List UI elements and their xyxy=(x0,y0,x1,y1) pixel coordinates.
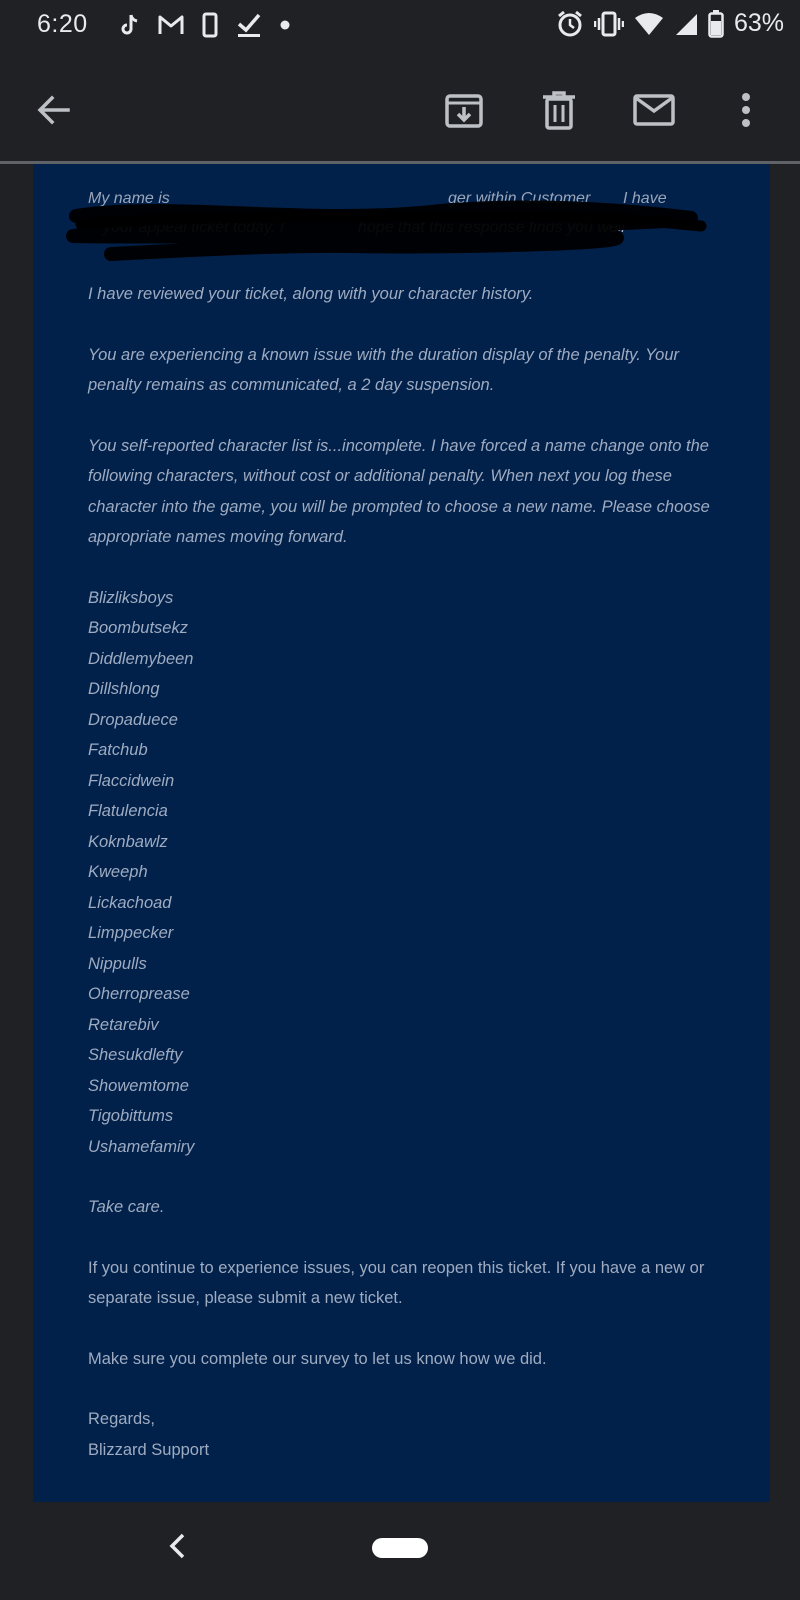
archive-button[interactable] xyxy=(436,82,492,138)
wifi-icon xyxy=(634,12,664,36)
list-item: Oherroprease xyxy=(88,985,190,1003)
vibrate-icon xyxy=(594,11,624,37)
battery-icon xyxy=(708,10,724,38)
list-item: Flaccidwein xyxy=(88,771,175,790)
more-options-button[interactable] xyxy=(726,82,766,138)
redacted-text-2a: your appeal ticket today. I xyxy=(103,219,285,236)
paragraph-issue: You are experiencing a known issue with the duration display of the penalty. Your penalty remains as communicated, a 2 day suspension. xyxy=(88,345,680,394)
phone-icon xyxy=(202,12,218,38)
list-item: Retarebiv xyxy=(88,1015,159,1034)
back-button[interactable] xyxy=(26,82,82,138)
alarm-icon xyxy=(556,10,584,38)
paragraph-reviewed: I have reviewed your ticket, along with your character history. xyxy=(88,285,534,303)
redaction-scribble xyxy=(51,196,711,266)
nav-back-icon xyxy=(168,1532,186,1560)
list-item: Shesukdlefty xyxy=(88,1046,183,1064)
status-time: 6:20 xyxy=(37,10,88,38)
redacted-text-1b: ger within Customer xyxy=(448,190,591,207)
list-item: Nippulls xyxy=(88,954,147,973)
list-item: Kweeph xyxy=(88,863,148,881)
list-item: Limppecker xyxy=(88,924,174,942)
list-item: Tigobittums xyxy=(88,1107,174,1125)
email-content xyxy=(88,279,728,1465)
mark-unread-icon xyxy=(633,94,675,126)
character-name-list xyxy=(88,583,728,1163)
mark-unread-button[interactable] xyxy=(626,82,682,138)
status-bar xyxy=(0,0,800,52)
list-item: Lickachoad xyxy=(88,893,172,912)
paragraph-survey: Make sure you complete our survey to let us know how we did. xyxy=(88,1349,547,1368)
list-item: Dillshlong xyxy=(88,680,160,698)
delete-button[interactable] xyxy=(531,82,587,138)
list-item: Diddlemybeen xyxy=(88,649,194,668)
list-item: Flatulencia xyxy=(88,802,168,820)
list-item: Dropaduece xyxy=(88,710,178,729)
list-item: Boombutsekz xyxy=(88,619,188,637)
delete-icon xyxy=(541,90,577,130)
redacted-intro xyxy=(53,186,733,264)
task-done-icon xyxy=(236,12,262,38)
status-left-icons xyxy=(120,12,290,38)
notification-dot-icon xyxy=(280,20,290,30)
redacted-text-2b: hope that this response finds you well xyxy=(358,219,625,236)
email-body[interactable] xyxy=(33,164,770,1502)
tiktok-icon xyxy=(120,13,140,37)
nav-back-button[interactable] xyxy=(160,1526,194,1566)
battery-percent: 63% xyxy=(733,9,784,37)
navigation-bar xyxy=(0,1502,800,1600)
list-item: Showemtome xyxy=(88,1076,189,1095)
list-item: Koknbawlz xyxy=(88,832,168,851)
email-toolbar xyxy=(0,60,800,160)
take-care-text: Take care. xyxy=(88,1198,165,1216)
arrow-back-icon xyxy=(36,92,72,128)
list-item: Blizliksboys xyxy=(88,588,174,607)
signal-icon xyxy=(674,12,698,36)
status-right-icons xyxy=(556,9,784,38)
paragraph-character-list: You self-reported character list is...incomplete. I have forced a name change onto the following characters, without cost or additional penalty. When next you log these character into the game, you will be prompted to choose a new name. Please choose appropriate names moving forward. xyxy=(88,436,710,546)
gmail-icon xyxy=(158,14,184,36)
signature-text: Blizzard Support xyxy=(88,1440,210,1459)
regards-text: Regards, xyxy=(88,1410,155,1428)
archive-icon xyxy=(444,90,484,130)
paragraph-reopen: If you continue to experience issues, you can reopen this ticket. If you have a new or separate issue, please submit a new ticket. xyxy=(88,1258,705,1307)
home-pill-icon[interactable] xyxy=(372,1538,428,1558)
redacted-text-1a: My name is xyxy=(88,190,170,207)
more-vert-icon xyxy=(740,92,752,128)
list-item: Fatchub xyxy=(88,741,148,759)
redacted-text-1c: I have xyxy=(623,190,667,207)
list-item: Ushamefamiry xyxy=(88,1137,195,1156)
